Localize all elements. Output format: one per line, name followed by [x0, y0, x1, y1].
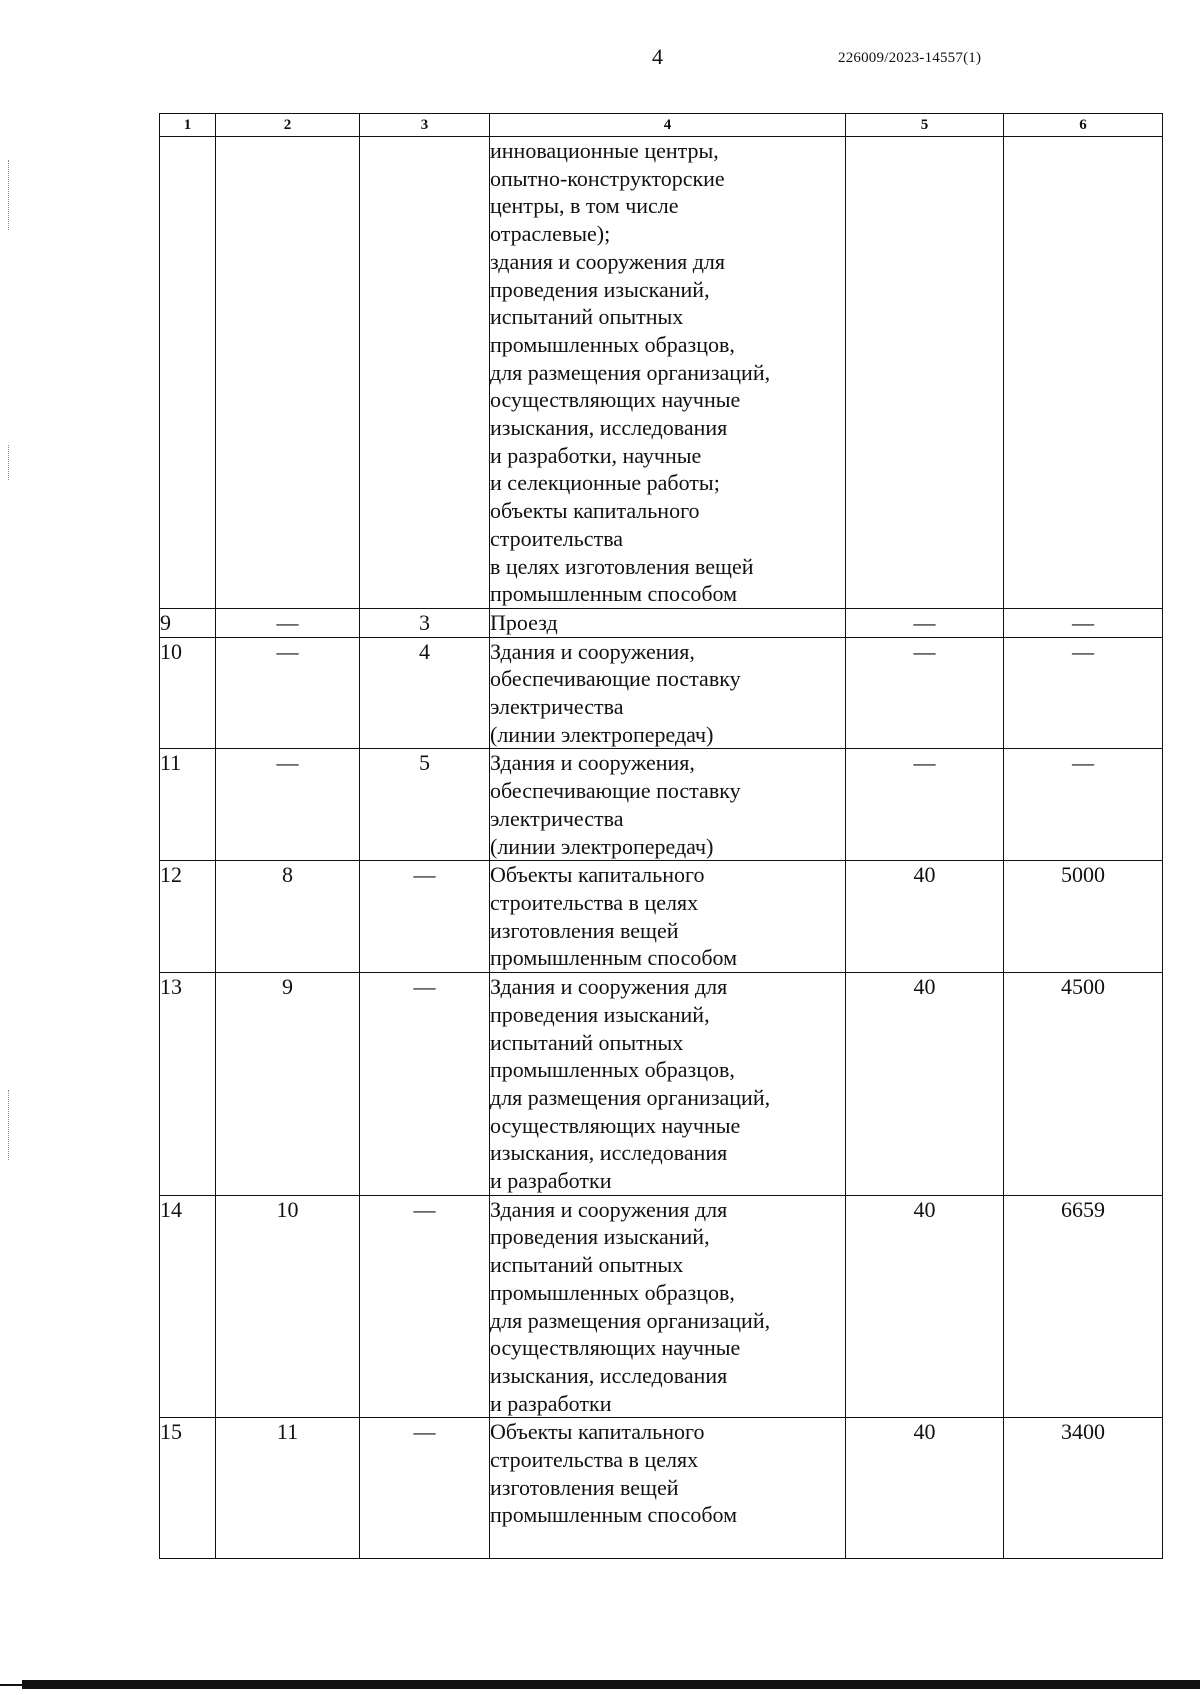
- document-id: 226009/2023-14557(1): [838, 50, 982, 66]
- cell-col2: —: [216, 608, 360, 637]
- row-number-cell: 9: [160, 608, 216, 637]
- table-row: [160, 608, 1163, 637]
- cell-col6: —: [1004, 637, 1163, 749]
- description-cell: Здания и сооружения, обеспечивающие поставку электричества (линии электропередач): [490, 637, 846, 749]
- column-header: 3: [360, 114, 490, 137]
- row-number-cell: 13: [160, 973, 216, 1196]
- cell-col5: 40: [846, 973, 1004, 1196]
- row-number-cell: 15: [160, 1418, 216, 1559]
- cell-col3: [360, 137, 490, 609]
- cell-col2: 10: [216, 1195, 360, 1418]
- table-row: [160, 973, 1163, 1196]
- description-cell: Здания и сооружения для проведения изысканий, испытаний опытных промышленных образцов, для размещения организаций, осуществляющих научные изыскания, исследования и разработки: [490, 973, 846, 1196]
- cell-col3: —: [360, 973, 490, 1196]
- table-row: [160, 749, 1163, 861]
- scan-edge-tail: [0, 1684, 40, 1686]
- row-number-cell: 10: [160, 637, 216, 749]
- cell-col6: 3400: [1004, 1418, 1163, 1559]
- row-number-cell: 11: [160, 749, 216, 861]
- column-header: 6: [1004, 114, 1163, 137]
- scan-margin-marks: [8, 445, 11, 480]
- table-row: [160, 1195, 1163, 1418]
- cell-col5: [846, 137, 1004, 609]
- description-cell: Объекты капитального строительства в целях изготовления вещей промышленным способом: [490, 861, 846, 973]
- column-header: 4: [490, 114, 846, 137]
- zoning-table: [159, 113, 1163, 1559]
- cell-col3: —: [360, 1195, 490, 1418]
- scan-edge-bar: [22, 1680, 1200, 1689]
- table-row: [160, 1418, 1163, 1559]
- cell-col6: —: [1004, 608, 1163, 637]
- cell-col2: —: [216, 637, 360, 749]
- column-header: 2: [216, 114, 360, 137]
- description-cell: Здания и сооружения, обеспечивающие поставку электричества (линии электропередач): [490, 749, 846, 861]
- description-cell: Здания и сооружения для проведения изысканий, испытаний опытных промышленных образцов, для размещения организаций, осуществляющих научные изыскания, исследования и разработки: [490, 1195, 846, 1418]
- cell-col6: 4500: [1004, 973, 1163, 1196]
- cell-col5: —: [846, 749, 1004, 861]
- cell-col5: 40: [846, 861, 1004, 973]
- cell-col2: 8: [216, 861, 360, 973]
- cell-col6: [1004, 137, 1163, 609]
- row-number-cell: 12: [160, 861, 216, 973]
- cell-col6: —: [1004, 749, 1163, 861]
- cell-col2: 9: [216, 973, 360, 1196]
- page-number-text: 4: [652, 44, 663, 69]
- table-header-row: [160, 114, 1163, 137]
- scan-margin-marks: [8, 1090, 11, 1160]
- table-row: [160, 861, 1163, 973]
- description-cell: Проезд: [490, 608, 846, 637]
- description-cell: Объекты капитального строительства в целях изготовления вещей промышленным способом: [490, 1418, 846, 1559]
- column-header: 5: [846, 114, 1004, 137]
- cell-col6: 6659: [1004, 1195, 1163, 1418]
- column-header: 1: [160, 114, 216, 137]
- row-number-cell: 14: [160, 1195, 216, 1418]
- cell-col3: —: [360, 861, 490, 973]
- cell-col3: 3: [360, 608, 490, 637]
- cell-col2: [216, 137, 360, 609]
- cell-col5: 40: [846, 1195, 1004, 1418]
- cell-col2: 11: [216, 1418, 360, 1559]
- cell-col3: —: [360, 1418, 490, 1559]
- cell-col6: 5000: [1004, 861, 1163, 973]
- cell-col5: —: [846, 608, 1004, 637]
- scan-margin-marks: [8, 160, 11, 230]
- cell-col2: —: [216, 749, 360, 861]
- description-cell: инновационные центры, опытно-конструкторские центры, в том числе отраслевые); здания и сооружения для проведения изысканий, испытаний опытных промышленных образцов, для размещения организаций, осуществляющих научные изыскания, исследования и разработки, научные и селекционные работы; объекты капитального строительства в целях изготовления вещей промышленным способом: [490, 137, 846, 609]
- cell-col3: 4: [360, 637, 490, 749]
- table-row: [160, 637, 1163, 749]
- cell-col5: —: [846, 637, 1004, 749]
- table-row: [160, 137, 1163, 609]
- row-number-cell: [160, 137, 216, 609]
- cell-col5: 40: [846, 1418, 1004, 1559]
- cell-col3: 5: [360, 749, 490, 861]
